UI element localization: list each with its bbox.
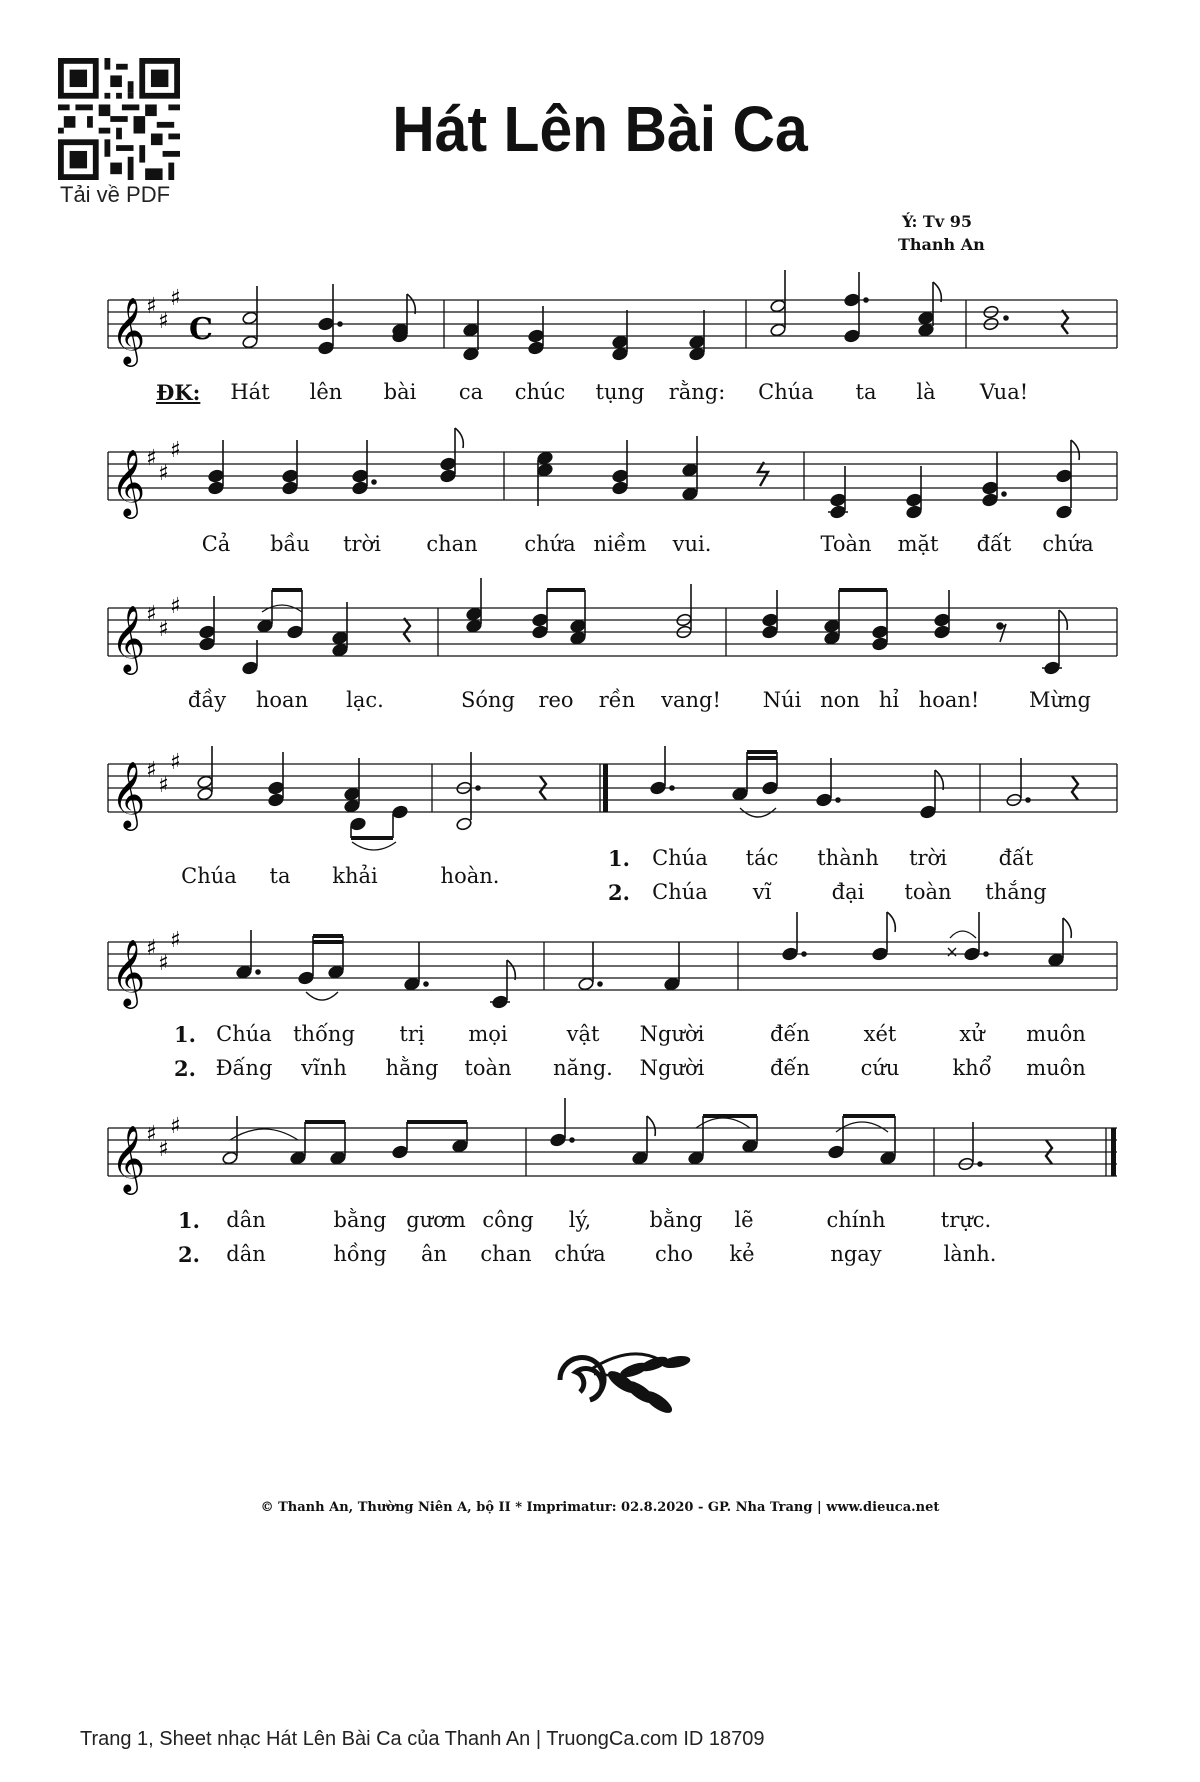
download-pdf-link[interactable]: Tải về PDF xyxy=(60,182,171,207)
staff-system-5 xyxy=(0,915,1200,1015)
lyric-syllable: đất xyxy=(976,532,1012,556)
lyric-syllable: đến xyxy=(770,1022,810,1046)
staff-system-6 xyxy=(0,1100,1200,1210)
lyric-syllable: gươm xyxy=(406,1208,466,1232)
lyric-syllable: Chúa xyxy=(652,846,708,870)
lyric-syllable: toàn xyxy=(904,880,952,904)
svg-text:♯: ♯ xyxy=(146,758,157,783)
lyric-syllable: cứu xyxy=(860,1056,900,1080)
svg-text:♯: ♯ xyxy=(170,438,181,463)
lyric-syllable: tụng xyxy=(595,380,645,404)
lyric-syllable: chan xyxy=(426,532,478,556)
scripture-reference: Ý: Tv 95 xyxy=(902,212,972,231)
lyric-syllable: là xyxy=(916,380,936,404)
lyric-syllable: dân xyxy=(226,1208,266,1232)
svg-text:♯: ♯ xyxy=(170,594,181,619)
lyric-syllable: Chúa xyxy=(181,864,237,888)
lyric-syllable: hoàn. xyxy=(440,864,500,888)
svg-text:♯: ♯ xyxy=(158,773,169,798)
lyric-syllable: Người xyxy=(639,1056,705,1080)
svg-text:𝄞: 𝄞 xyxy=(111,1124,146,1192)
lyric-syllable: xử xyxy=(959,1022,985,1046)
svg-text:♯: ♯ xyxy=(146,602,157,627)
lyric-syllable: Chúa xyxy=(652,880,708,904)
lyric-syllable: Vua! xyxy=(979,380,1029,404)
verse-number: 2. xyxy=(608,880,630,905)
verse-number: 1. xyxy=(174,1022,196,1047)
staff-system-1 xyxy=(0,270,1200,364)
svg-text:𝄞: 𝄞 xyxy=(111,760,146,828)
lyric-syllable: khổ xyxy=(952,1056,992,1080)
lyric-syllable: trị xyxy=(399,1022,425,1046)
svg-text:♯: ♯ xyxy=(170,750,181,775)
lyric-syllable: thống xyxy=(293,1022,355,1046)
lyric-syllable: bài xyxy=(383,380,417,404)
lyric-syllable: tác xyxy=(745,846,779,870)
lyric-syllable: muôn xyxy=(1026,1022,1086,1046)
lyric-syllable: vĩnh xyxy=(301,1056,347,1080)
svg-text:♯: ♯ xyxy=(170,1114,181,1139)
lyric-syllable: chan xyxy=(480,1242,532,1266)
lyric-syllable: ca xyxy=(458,380,484,404)
lyric-syllable: vĩ xyxy=(752,880,772,904)
svg-text:♯: ♯ xyxy=(158,461,169,486)
svg-text:𝄞: 𝄞 xyxy=(111,938,146,1006)
svg-text:𝄞: 𝄞 xyxy=(111,448,146,516)
svg-text:♯: ♯ xyxy=(146,936,157,961)
lyric-syllable: đến xyxy=(770,1056,810,1080)
lyric-syllable: hỉ xyxy=(878,688,900,712)
svg-text:♯: ♯ xyxy=(158,1137,169,1162)
time-signature: C xyxy=(189,312,213,347)
lyric-syllable: lành. xyxy=(943,1242,997,1266)
svg-text:♯: ♯ xyxy=(170,928,181,953)
svg-text:♯: ♯ xyxy=(146,1122,157,1147)
lyric-syllable: lẽ xyxy=(734,1208,754,1232)
lyric-syllable: chứa xyxy=(1042,532,1094,556)
lyric-syllable: bằng xyxy=(649,1208,703,1232)
lyric-syllable: vui. xyxy=(672,532,712,556)
lyric-syllable: bằng xyxy=(333,1208,387,1232)
lyric-syllable: Người xyxy=(639,1022,705,1046)
lyric-syllable: trực. xyxy=(940,1208,992,1232)
lyric-syllable: Đấng xyxy=(215,1056,273,1080)
lyric-syllable: ta xyxy=(269,864,291,888)
lyric-syllable: năng. xyxy=(553,1056,613,1080)
lyric-syllable: Mừng xyxy=(1029,688,1091,712)
svg-text:𝄞: 𝄞 xyxy=(111,604,146,672)
lyric-syllable: thắng xyxy=(985,880,1047,904)
lyric-syllable: công xyxy=(482,1208,534,1232)
lyric-syllable: chính xyxy=(826,1208,886,1232)
refrain-label: ĐK: xyxy=(156,380,201,405)
page-caption: Trang 1, Sheet nhạc Hát Lên Bài Ca của Thanh An | TruongCa.com ID 18709 xyxy=(80,1728,765,1750)
lyric-syllable: thành xyxy=(817,846,879,870)
lyric-syllable: chúc xyxy=(514,380,566,404)
svg-text:♯: ♯ xyxy=(170,286,181,311)
lyric-syllable: trời xyxy=(909,846,947,870)
lyric-syllable: rền xyxy=(598,688,636,712)
verse-number: 1. xyxy=(178,1208,200,1233)
lyric-syllable: chứa xyxy=(554,1242,606,1266)
lyric-syllable: xét xyxy=(863,1022,897,1046)
svg-text:♯: ♯ xyxy=(146,446,157,471)
lyric-syllable: rằng: xyxy=(668,380,726,404)
lyric-syllable: vật xyxy=(566,1022,600,1046)
lyric-syllable: hồng xyxy=(333,1242,387,1266)
lyric-syllable: bầu xyxy=(270,532,310,556)
svg-text:♯: ♯ xyxy=(158,951,169,976)
lyric-syllable: chứa xyxy=(524,532,576,556)
staff-system-2 xyxy=(0,420,1200,520)
lyric-syllable: lên xyxy=(309,380,343,404)
svg-text:♯: ♯ xyxy=(158,309,169,334)
treble-clef-icon: 𝄞 xyxy=(111,296,146,364)
lyric-syllable: Cả xyxy=(201,532,231,556)
composer-name: Thanh An xyxy=(898,235,985,254)
svg-text:♯: ♯ xyxy=(146,294,157,319)
lyric-syllable: Toàn xyxy=(820,532,872,556)
lyric-syllable: Chúa xyxy=(758,380,814,404)
copyright-line: © Thanh An, Thường Niên A, bộ II * Imprimatur: 02.8.2020 - GP. Nha Trang | www.dieuca.net xyxy=(260,1500,940,1515)
lyric-syllable: cho xyxy=(655,1242,693,1266)
lyric-syllable: hoan xyxy=(255,688,309,712)
staff-system-3 xyxy=(0,585,1200,685)
lyric-syllable: non xyxy=(820,688,860,712)
lyric-syllable: muôn xyxy=(1026,1056,1086,1080)
lyric-syllable: Sóng xyxy=(461,688,515,712)
lyric-syllable: vang! xyxy=(661,688,721,712)
verse-number: 1. xyxy=(608,846,630,871)
verse-number: 2. xyxy=(178,1242,200,1267)
lyric-syllable: Chúa xyxy=(216,1022,272,1046)
lyric-syllable: Núi xyxy=(762,688,802,712)
lyric-syllable: lý, xyxy=(568,1208,592,1232)
lyric-syllable: Hát xyxy=(230,380,270,404)
lyric-syllable: mọi xyxy=(468,1022,508,1046)
lyric-syllable: kẻ xyxy=(729,1242,755,1266)
lyric-syllable: mặt xyxy=(897,532,939,556)
lyric-syllable: trời xyxy=(343,532,381,556)
lyric-syllable: niềm xyxy=(593,532,647,556)
lyric-syllable: đất xyxy=(998,846,1034,870)
lyric-syllable: hoan! xyxy=(918,688,980,712)
lyric-syllable: khải xyxy=(332,864,378,888)
lyric-syllable: đại xyxy=(831,880,865,904)
song-title: Hát Lên Bài Ca xyxy=(392,93,808,165)
verse-number: 2. xyxy=(174,1056,196,1081)
lyric-syllable: dân xyxy=(226,1242,266,1266)
lyric-syllable: ân xyxy=(420,1242,448,1266)
staff-system-4 xyxy=(0,740,1200,850)
lyric-syllable: lạc. xyxy=(346,688,384,712)
lyric-syllable: ta xyxy=(855,380,877,404)
decorative-ornament-icon xyxy=(530,1340,700,1420)
lyric-syllable: đầy xyxy=(187,688,227,712)
lyric-syllable: ngay xyxy=(830,1242,882,1266)
lyric-syllable: reo xyxy=(538,688,574,712)
lyric-syllable: toàn xyxy=(464,1056,512,1080)
svg-text:♯: ♯ xyxy=(158,617,169,642)
lyric-syllable: hằng xyxy=(385,1056,439,1080)
